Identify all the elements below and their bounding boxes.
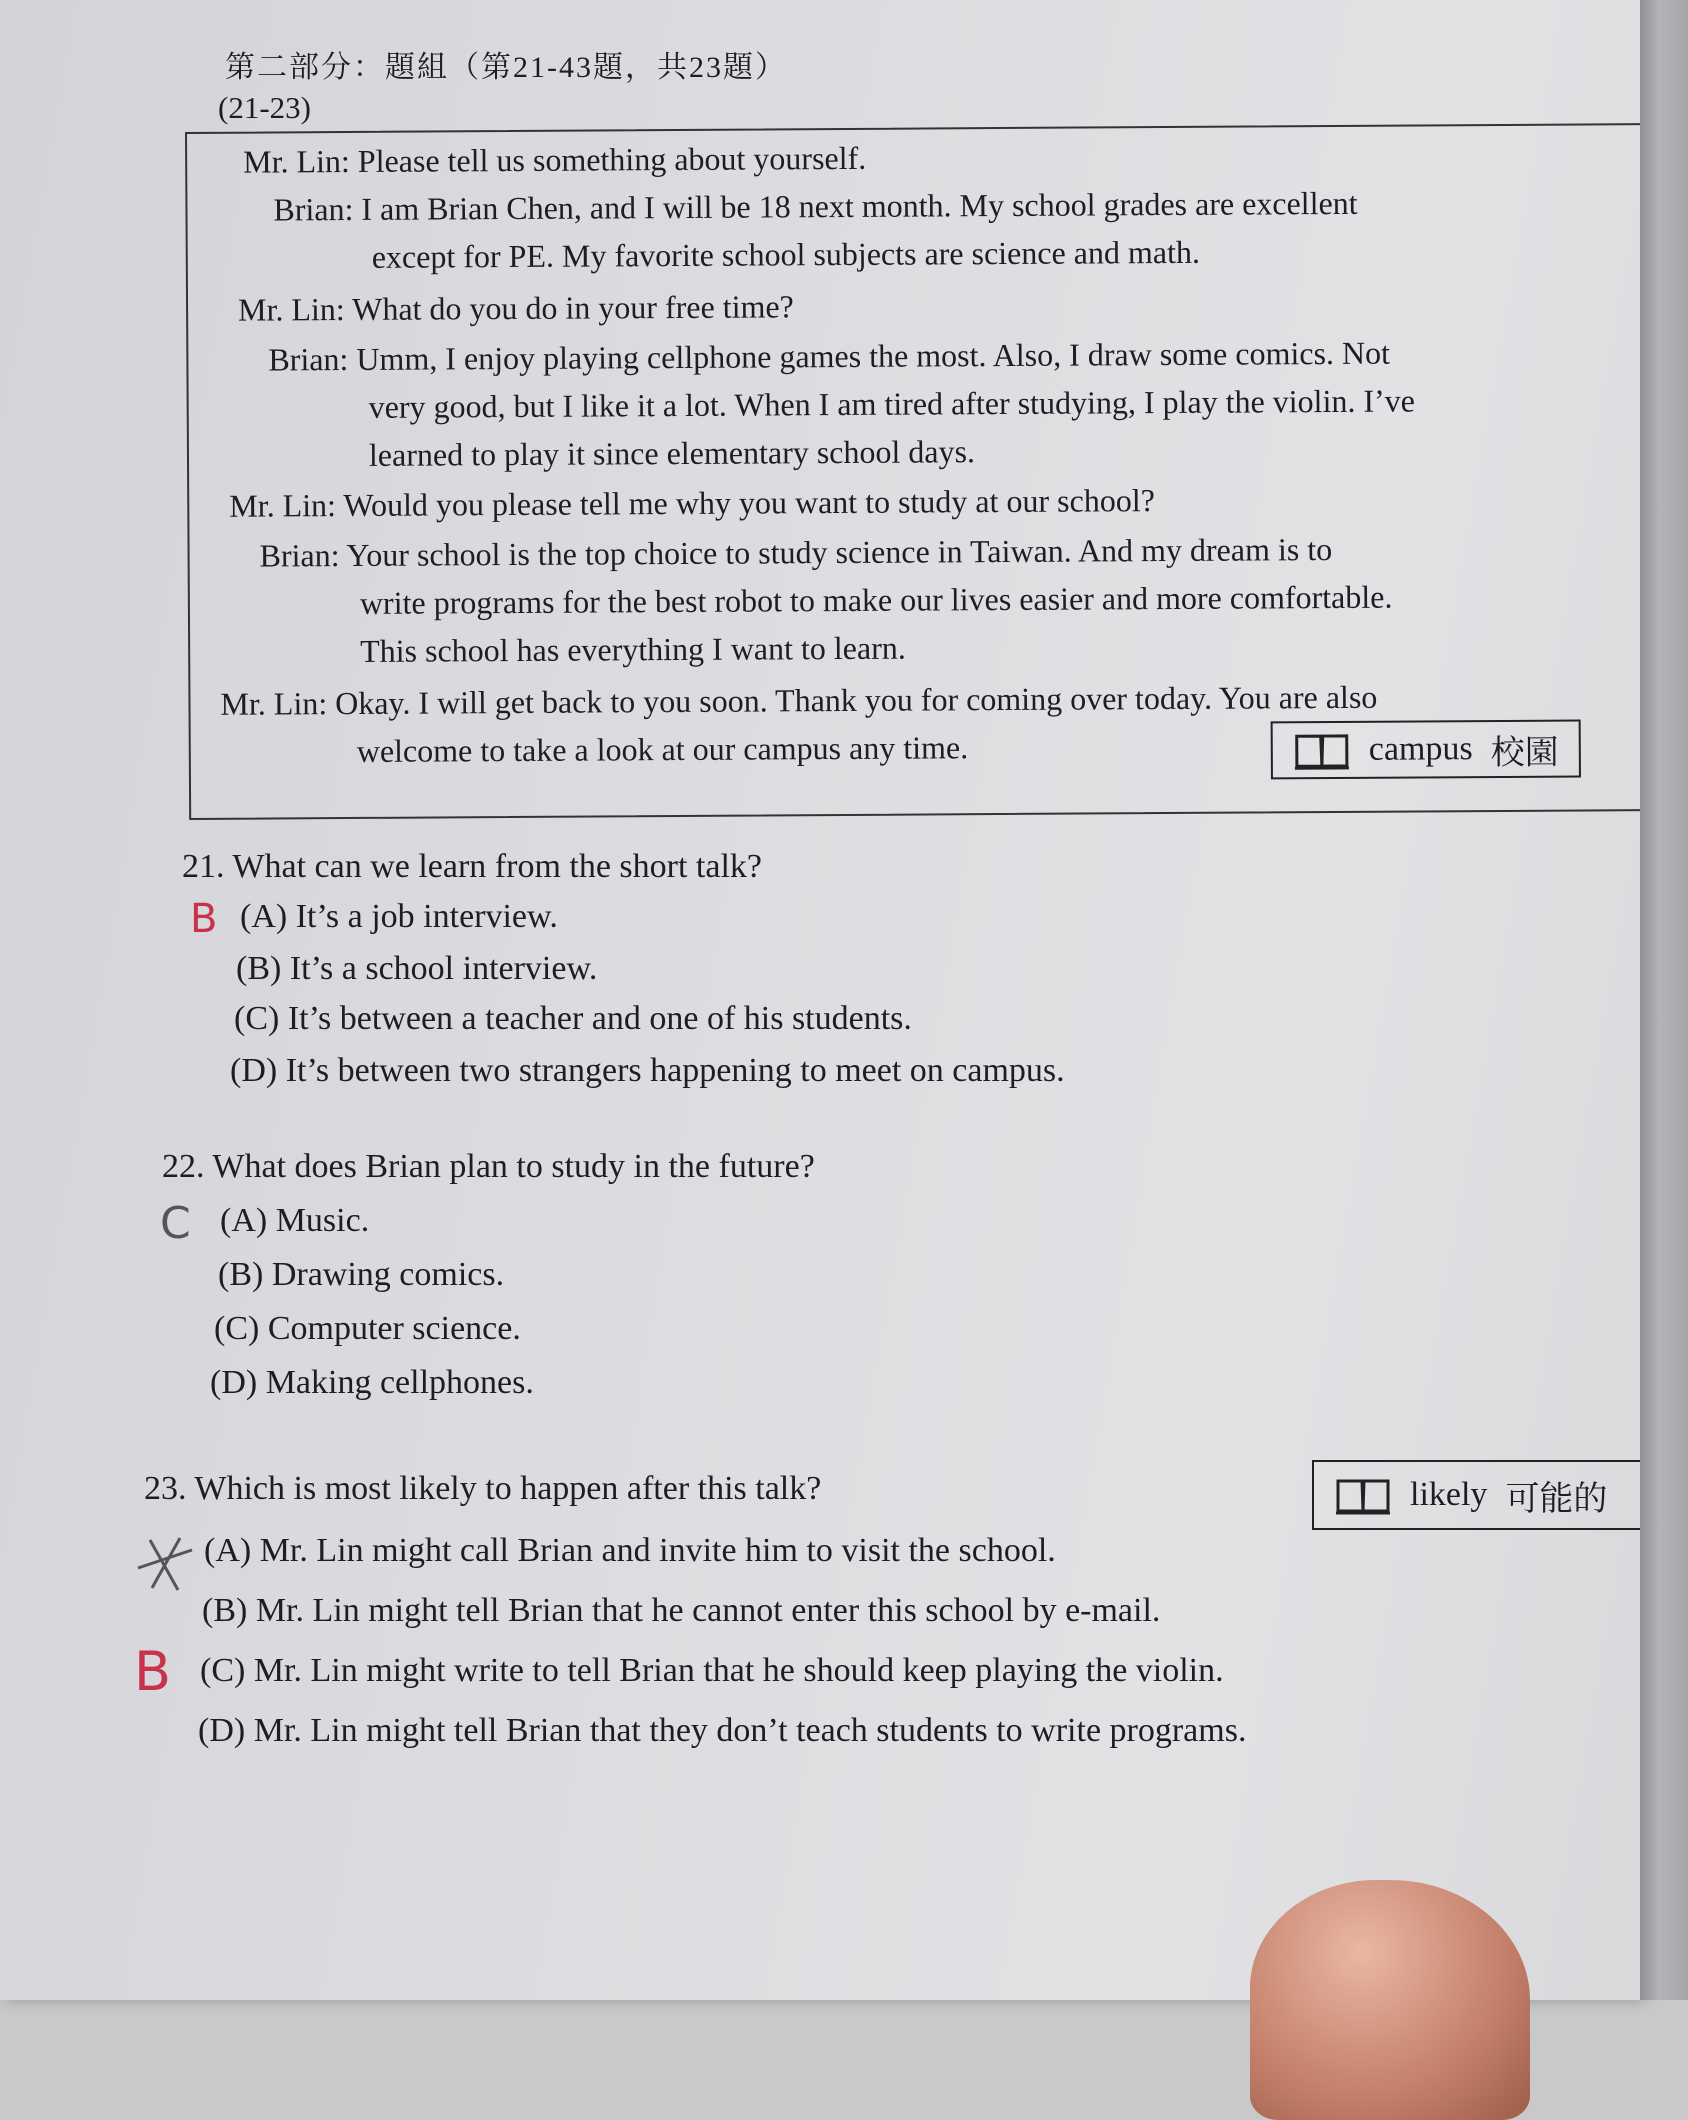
question-21 bbox=[182, 848, 762, 886]
question-group-range: (21-23) bbox=[218, 90, 311, 125]
dialogue-text: This school has everything I want to learn. bbox=[360, 629, 906, 669]
dialogue-turn bbox=[273, 185, 1357, 229]
option-a: (A) Mr. Lin might call Brian and invite him to visit the school. bbox=[204, 1532, 1056, 1569]
dialogue-text: write programs for the best robot to make our lives easier and more comfortable. bbox=[359, 578, 1393, 621]
option-c: (C) Mr. Lin might write to tell Brian that he should keep playing the violin. bbox=[200, 1652, 1224, 1689]
question-text: What can we learn from the short talk? bbox=[232, 848, 762, 885]
dialogue-text: What do you do in your free time? bbox=[352, 288, 794, 327]
speaker-name: Mr. Lin: bbox=[229, 487, 337, 524]
dialogue-text: except for PE. My favorite school subjects are science and math. bbox=[371, 233, 1201, 275]
book-icon bbox=[1334, 1475, 1392, 1515]
page-edge bbox=[1640, 0, 1688, 2000]
speaker-name: Brian: bbox=[268, 341, 349, 378]
dialogue-text: learned to play it since elementary school days. bbox=[368, 433, 976, 473]
vocab-box-campus bbox=[1271, 719, 1581, 779]
vocab-word: campus bbox=[1368, 730, 1473, 768]
dialogue-text: Umm, I enjoy playing cellphone games the most. Also, I draw some comics. Not bbox=[356, 334, 1391, 377]
option-a: (A) Music. bbox=[220, 1202, 370, 1239]
speaker-name: Mr. Lin: bbox=[243, 142, 350, 180]
speaker-name: Brian: bbox=[273, 190, 354, 228]
dialogue-text: very good, but I like it a lot. When I am tired after studying, I play the violin. I’ve bbox=[368, 382, 1416, 425]
option-c: (C) It’s between a teacher and one of his students. bbox=[234, 1000, 912, 1037]
dialogue-text: Would you please tell me why you want to study at our school? bbox=[343, 482, 1155, 524]
question-text: Which is most likely to happen after this talk? bbox=[194, 1470, 822, 1507]
dialogue-box bbox=[185, 123, 1646, 820]
handwritten-answer-mark: B bbox=[134, 1640, 172, 1703]
question-number: 23. bbox=[144, 1470, 187, 1507]
dialogue-text: Okay. I will get back to you soon. Thank you for coming over today. You are also bbox=[335, 678, 1378, 722]
handwritten-answer-mark: B bbox=[190, 896, 218, 942]
question-text: What does Brian plan to study in the future? bbox=[212, 1148, 815, 1185]
book-icon bbox=[1293, 730, 1351, 770]
dialogue-turn bbox=[229, 482, 1155, 525]
dialogue-turn bbox=[259, 531, 1332, 575]
handwritten-cross-mark bbox=[130, 1528, 200, 1598]
dialogue-turn bbox=[268, 335, 1390, 379]
option-b: (B) It’s a school interview. bbox=[236, 950, 598, 987]
option-d: (D) It’s between two strangers happening to meet on campus. bbox=[230, 1052, 1065, 1089]
question-22 bbox=[162, 1148, 815, 1186]
dialogue-turn bbox=[238, 288, 794, 328]
question-number: 21. bbox=[182, 848, 225, 885]
speaker-name: Brian: bbox=[259, 537, 340, 574]
handwritten-answer-mark: C bbox=[160, 1198, 191, 1249]
speaker-name: Mr. Lin: bbox=[237, 291, 345, 328]
option-a: (A) It’s a job interview. bbox=[240, 898, 558, 935]
finger-photo-artifact bbox=[1250, 1880, 1530, 2120]
dialogue-turn bbox=[220, 679, 1377, 723]
question-number: 22. bbox=[162, 1148, 205, 1185]
option-d: (D) Mr. Lin might tell Brian that they don’t teach students to write programs. bbox=[198, 1712, 1247, 1749]
section-title: 第二部分：題組（第21-43題，共23題） bbox=[225, 51, 787, 84]
vocab-meaning: 校園 bbox=[1490, 734, 1559, 772]
dialogue-text: Your school is the top choice to study science in Taiwan. And my dream is to bbox=[346, 531, 1333, 574]
option-d: (D) Making cellphones. bbox=[210, 1364, 534, 1401]
dialogue-text: Please tell us something about yourself. bbox=[357, 139, 867, 179]
vocab-meaning: 可能的 bbox=[1505, 1480, 1608, 1518]
dialogue-text: welcome to take a look at our campus any time. bbox=[356, 729, 969, 769]
dialogue-text: I am Brian Chen, and I will be 18 next month. My school grades are excellent bbox=[361, 184, 1358, 227]
vocab-word: likely bbox=[1410, 1476, 1488, 1513]
option-b: (B) Drawing comics. bbox=[218, 1256, 505, 1293]
vocab-box-likely bbox=[1312, 1460, 1656, 1530]
speaker-name: Mr. Lin: bbox=[220, 685, 328, 722]
dialogue-turn bbox=[243, 140, 866, 181]
option-b: (B) Mr. Lin might tell Brian that he cannot enter this school by e-mail. bbox=[202, 1592, 1161, 1629]
option-c: (C) Computer science. bbox=[214, 1310, 521, 1347]
question-23 bbox=[144, 1470, 821, 1508]
